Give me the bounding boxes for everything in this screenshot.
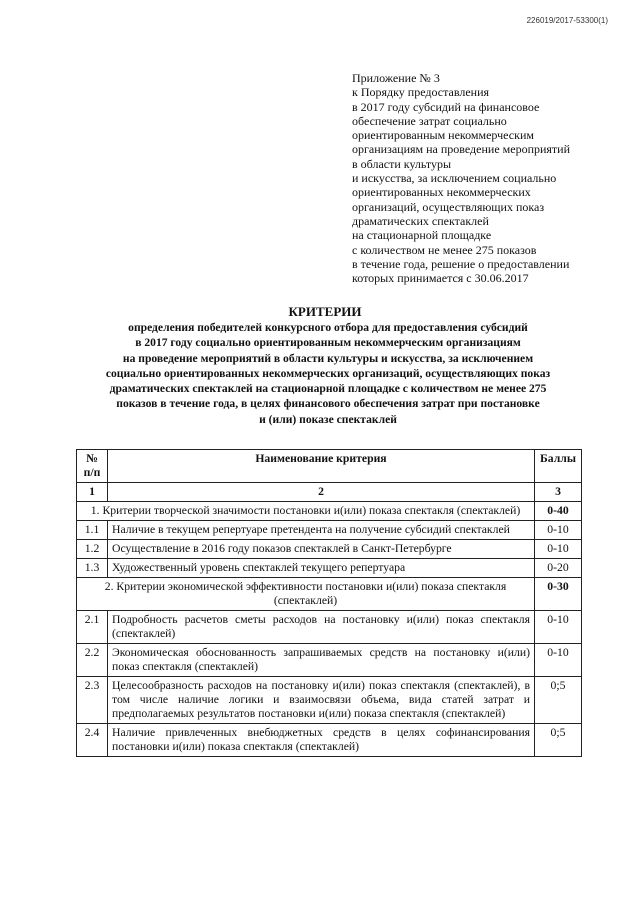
header-score: Баллы xyxy=(535,450,582,483)
row-number: 2.3 xyxy=(77,677,108,724)
appendix-line: организаций, осуществляющих показ xyxy=(352,199,545,214)
section-score: 0-40 xyxy=(535,502,582,521)
row-score: 0-10 xyxy=(535,611,582,644)
subtitle-line: показов в течение года, в целях финансового обеспечения затрат при постановке xyxy=(116,397,540,411)
row-number: 2.2 xyxy=(77,644,108,677)
appendix-line: на стационарной площадке xyxy=(352,228,492,243)
table-row xyxy=(77,611,582,644)
section-score: 0-30 xyxy=(535,578,582,611)
row-criterion: Наличие привлеченных внебюджетных средств в целях софинансирования постановки и(или) показа спектакля (спектаклей) xyxy=(108,724,535,757)
subtitle-line: социально ориентированных некоммерческих организаций, осуществляющих показ xyxy=(105,366,551,380)
appendix-line: драматических спектаклей xyxy=(352,213,489,228)
row-score: 0-20 xyxy=(535,559,582,578)
appendix-line: и искусства, за исключением социально xyxy=(352,171,557,186)
table-header-row xyxy=(77,450,582,483)
row-score: 0-10 xyxy=(535,540,582,559)
appendix-line: обеспечение затрат социально xyxy=(352,113,507,128)
header-criterion-name: Наименование критерия xyxy=(108,450,535,483)
subtitle-line: в 2017 году социально ориентированным некоммерческим организациям xyxy=(135,336,521,350)
row-score: 0-10 xyxy=(535,521,582,540)
appendix-line: в 2017 году субсидий на финансовое xyxy=(352,99,540,114)
criteria-table xyxy=(76,449,582,757)
row-number: 2.1 xyxy=(77,611,108,644)
row-number: 1.2 xyxy=(77,540,108,559)
column-number: 2 xyxy=(108,483,535,502)
row-criterion: Подробность расчетов сметы расходов на постановку и(или) показ спектакля (спектаклей) xyxy=(108,611,535,644)
row-score: 0;5 xyxy=(535,677,582,724)
row-criterion: Целесообразность расходов на постановку и(или) показ спектакля (спектаклей), в том числе наличие логики и взаимосвязи объема, вида статей затрат и предполагаемых результатов постановки и(или) показа спектакля (спектаклей) xyxy=(108,677,535,724)
row-criterion: Наличие в текущем репертуаре претендента на получение субсидий спектаклей xyxy=(108,521,535,540)
row-criterion: Художественный уровень спектаклей текущего репертуара xyxy=(108,559,535,578)
table-row xyxy=(77,724,582,757)
appendix-block xyxy=(352,71,622,285)
subtitle-line: драматических спектаклей на стационарной площадке с количеством не менее 275 xyxy=(109,382,547,396)
row-number: 2.4 xyxy=(77,724,108,757)
column-number: 3 xyxy=(535,483,582,502)
document-number: 226019/2017-53300(1) xyxy=(526,16,608,25)
section-title: 1. Критерии творческой значимости постановки и(или) показа спектакля (спектаклей) xyxy=(77,502,535,521)
appendix-line: организациям на проведение мероприятий xyxy=(352,142,571,157)
row-criterion: Экономическая обоснованность запрашиваемых средств на постановку и(или) показ спектакля (спектаклей) xyxy=(108,644,535,677)
table-row xyxy=(77,540,582,559)
table-row xyxy=(77,521,582,540)
column-numbering-row xyxy=(77,483,582,502)
table-row xyxy=(77,559,582,578)
section-row xyxy=(77,502,582,521)
section-title: 2. Критерии экономической эффективности постановки и(или) показа спектакля (спектаклей) xyxy=(77,578,535,611)
table-row xyxy=(77,644,582,677)
subtitle-line: на проведение мероприятий в области культуры и искусства, за исключением xyxy=(122,351,534,365)
appendix-line: в области культуры xyxy=(352,156,452,171)
row-score: 0-10 xyxy=(535,644,582,677)
subtitle-line: и (или) показе спектаклей xyxy=(259,412,397,426)
appendix-line: Приложение № 3 xyxy=(352,71,440,85)
column-number: 1 xyxy=(77,483,108,502)
row-number: 1.3 xyxy=(77,559,108,578)
row-criterion: Осуществление в 2016 году показов спектаклей в Санкт-Петербурге xyxy=(108,540,535,559)
row-score: 0;5 xyxy=(535,724,582,757)
header-number: № п/п xyxy=(77,450,108,483)
appendix-line: с количеством не менее 275 показов xyxy=(352,242,537,257)
document-title: КРИТЕРИИ xyxy=(288,304,362,319)
appendix-line: ориентированным некоммерческим xyxy=(352,128,534,143)
subtitle-line: определения победителей конкурсного отбора для предоставления субсидий xyxy=(128,321,528,334)
table-row xyxy=(77,677,582,724)
appendix-line: в течение года, решение о предоставлении xyxy=(352,256,570,271)
appendix-line: ориентированных некоммерческих xyxy=(352,185,531,200)
appendix-line: которых принимается с 30.06.2017 xyxy=(352,271,529,286)
row-number: 1.1 xyxy=(77,521,108,540)
appendix-line: к Порядку предоставления xyxy=(352,85,490,100)
document-subtitle xyxy=(78,320,578,427)
section-row xyxy=(77,578,582,611)
